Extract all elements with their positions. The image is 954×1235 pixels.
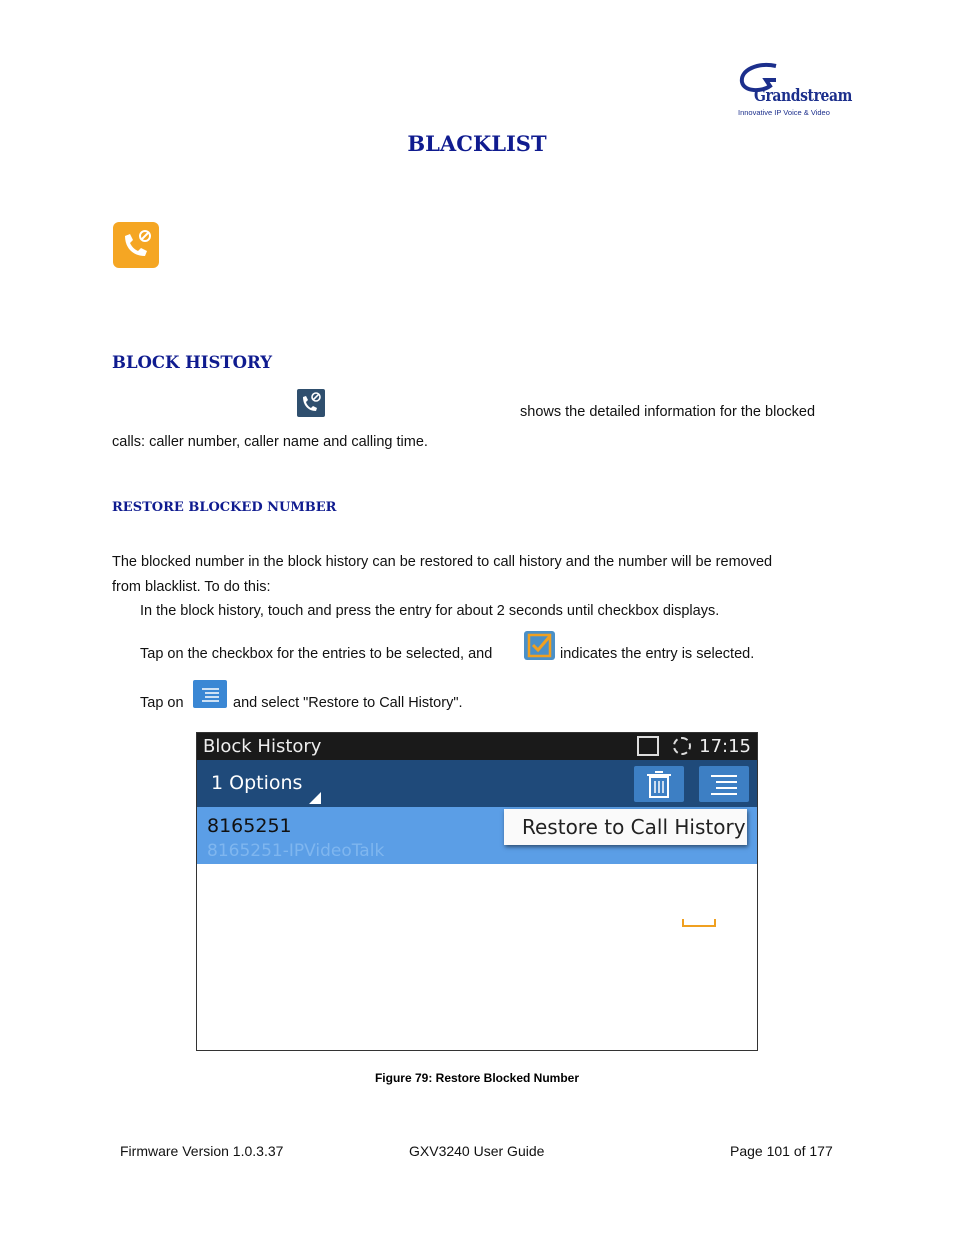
block-history-icon	[297, 389, 325, 417]
status-bar	[197, 733, 757, 760]
para-line-2: from blacklist. To do this:	[112, 579, 271, 595]
logo-word: Grandstream	[754, 86, 852, 106]
checkbox-checked-icon	[524, 631, 555, 660]
status-bar-time: 17:15	[699, 736, 751, 757]
step-3-part-2: and select "Restore to Call History".	[233, 695, 463, 711]
block-history-screenshot	[196, 732, 758, 1051]
blacklist-app-icon	[113, 222, 159, 268]
para-line-1: The blocked number in the block history can be restored to call history and the number will be removed	[112, 554, 773, 570]
menu-lines-icon	[699, 766, 749, 802]
menu-icon	[193, 680, 227, 708]
image-notification-icon	[637, 736, 659, 756]
restore-popup-menu	[504, 809, 747, 845]
entry-name: 8165251-IPVideoTalk	[207, 841, 385, 861]
logo-tagline: Innovative IP Voice & Video	[738, 108, 830, 117]
options-dropdown[interactable]: 1 Options	[211, 772, 303, 794]
action-bar	[197, 760, 757, 807]
grandstream-logo	[736, 60, 852, 118]
intro-line-2: calls: caller number, caller name and calling time.	[112, 434, 428, 450]
trash-icon	[634, 766, 684, 802]
step-2-part-1: Tap on the checkbox for the entries to be selected, and	[140, 646, 493, 662]
entry-checkbox[interactable]	[682, 919, 716, 927]
step-3-part-1: Tap on	[140, 695, 184, 711]
dropdown-triangle-icon	[309, 792, 321, 804]
footer-page-number: Page 101 of 177	[730, 1143, 833, 1159]
status-bar-title: Block History	[203, 736, 322, 757]
intro-line-1: shows the detailed information for the blocked	[520, 404, 816, 420]
subsection-heading: RESTORE BLOCKED NUMBER	[112, 500, 337, 515]
delete-button[interactable]	[634, 766, 684, 802]
step-1: In the block history, touch and press the entry for about 2 seconds until checkbox displays.	[140, 603, 720, 619]
footer-guide-title: GXV3240 User Guide	[409, 1143, 545, 1159]
sync-icon	[673, 737, 691, 755]
footer-firmware: Firmware Version 1.0.3.37	[120, 1143, 284, 1159]
overflow-menu-button[interactable]	[699, 766, 749, 802]
figure-caption: Figure 79: Restore Blocked Number	[374, 1071, 580, 1085]
restore-to-call-history-item[interactable]: Restore to Call History	[522, 815, 746, 839]
section-heading: BLOCK HISTORY	[112, 353, 272, 372]
step-2-part-2: indicates the entry is selected.	[560, 646, 755, 662]
entry-number: 8165251	[207, 815, 292, 837]
page-title: BLACKLIST	[407, 131, 547, 156]
